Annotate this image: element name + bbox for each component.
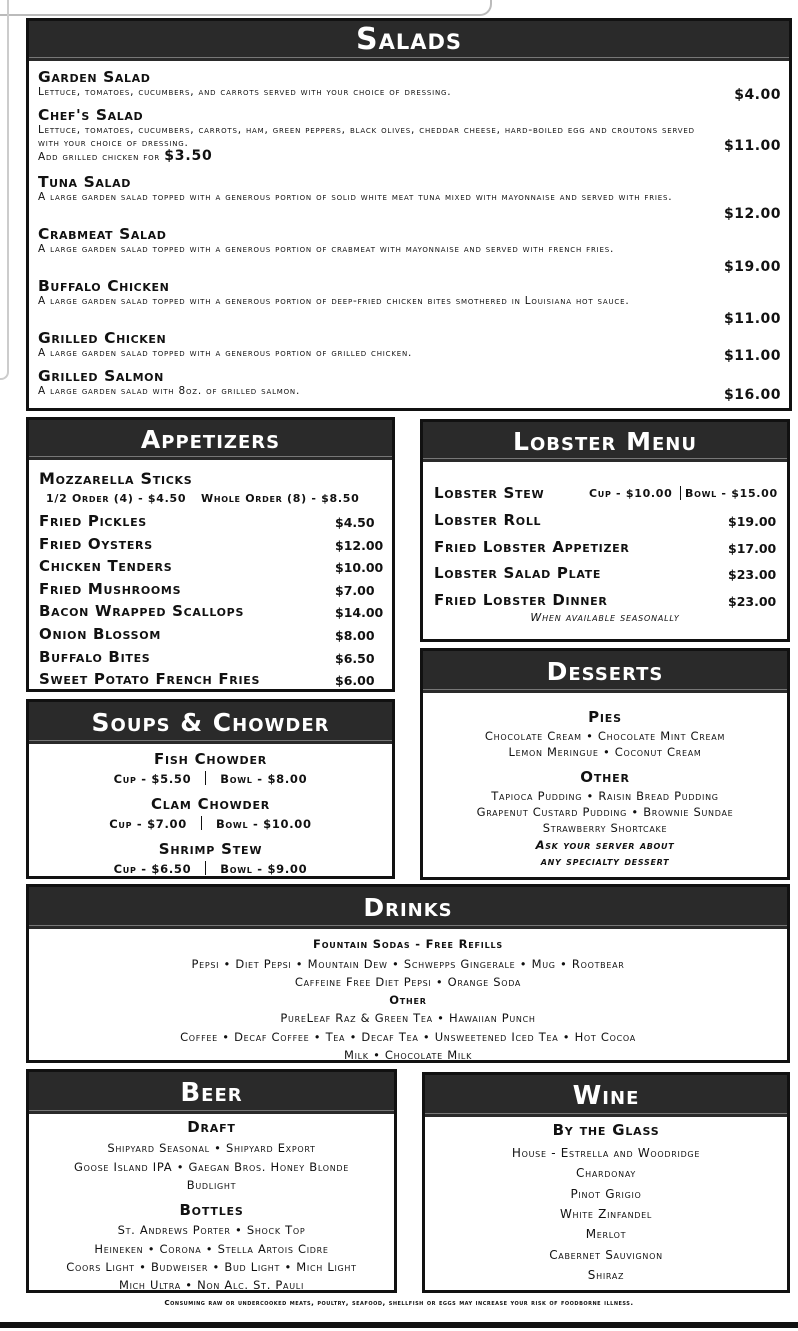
salad-addon-label: Add grilled chicken for [38, 151, 161, 163]
drinks-line: Milk • Chocolate Milk [343, 1048, 473, 1062]
beer-section [26, 1069, 397, 1293]
salad-addon [38, 150, 710, 164]
wine-item: Chardonay [576, 1166, 636, 1181]
page-edge-left [0, 0, 9, 380]
lobster-price: $19.00 [728, 514, 777, 529]
beer-bottles-head: Bottles [179, 1201, 244, 1219]
lobster-price: $23.00 [728, 567, 777, 582]
salad-name: Tuna Salad [38, 173, 131, 191]
desserts-pies-head: Pies [588, 708, 622, 726]
appetizer-name: Buffalo Bites [39, 647, 151, 666]
salad-item [38, 106, 781, 172]
soup-price-row [29, 771, 392, 786]
drinks-title: Drinks [29, 887, 787, 929]
food-safety-notice: Consuming raw or undercooked meats, poultry, seafood, shellfish or eggs may increase your risk of foodborne illness. [164, 1298, 634, 1307]
lobster-name: Lobster Roll [434, 511, 542, 529]
salad-price: $11.00 [723, 138, 781, 154]
salad-name: Chef's Salad [38, 106, 144, 124]
lobster-name: Lobster Salad Plate [434, 564, 602, 582]
salads-title: Salads [29, 21, 789, 61]
appetizer-name: Chicken Tenders [39, 557, 173, 576]
lobster-name: Lobster Stew [434, 484, 545, 502]
salad-item [38, 329, 781, 367]
appetizers-section [26, 417, 395, 692]
salad-price: $4.00 [734, 87, 781, 103]
desserts-ask-line: Ask your server about [535, 838, 675, 852]
soup-cup-price: Cup - $6.50 [113, 862, 192, 876]
appetizer-price: $14.00 [335, 605, 384, 621]
desserts-other-line: Grapenut Custard Pudding • Brownie Sundae [476, 805, 734, 819]
salad-price: $16.00 [723, 387, 781, 403]
wine-title: Wine [425, 1075, 787, 1117]
wine-section [422, 1072, 790, 1293]
salad-desc: Lettuce, tomatoes, cucumbers, and carrots served with your choice of dressing. [38, 86, 452, 98]
appetizer-name: Fried Pickles [39, 512, 147, 530]
beer-line: Goose Island IPA • Gaegan Bros. Honey Blonde [74, 1160, 349, 1174]
soup-price-row [29, 861, 392, 876]
desserts-ask-line: any specialty dessert [540, 854, 670, 868]
appetizer-price: $12.00 [335, 537, 384, 553]
desserts-pies-line: Lemon Meringue • Coconut Cream [508, 745, 702, 759]
wine-item: Cabernet Sauvignon [549, 1247, 663, 1262]
salad-item [38, 173, 781, 225]
beer-line: Mich Ultra • Non Alc. St. Pauli [118, 1278, 305, 1292]
salad-name: Buffalo Chicken [38, 277, 170, 295]
desserts-other-line: Strawberry Shortcake [542, 821, 668, 835]
drinks-other-head: Other [389, 993, 427, 1007]
drinks-line: PureLeaf Raz & Green Tea • Hawaiian Punch [280, 1011, 536, 1025]
soup-bowl-price: Bowl - $9.00 [220, 862, 308, 876]
soup-name: Shrimp Stew [158, 840, 263, 858]
salad-item [38, 277, 781, 329]
desserts-title: Desserts [423, 651, 787, 693]
lobster-stew-cup: Cup - $10.00 [589, 487, 673, 500]
salad-item [38, 367, 781, 405]
soup-name: Clam Chowder [150, 795, 271, 813]
appetizer-price: $4.50 [335, 515, 375, 530]
price-divider [201, 816, 202, 830]
appetizer-price: $6.50 [335, 650, 375, 666]
soup-bowl-price: Bowl - $8.00 [220, 772, 308, 786]
wine-glass-head: By the Glass [552, 1121, 660, 1139]
drinks-line: Pepsi • Diet Pepsi • Mountain Dew • Schwepps Gingerale • Mug • Rootbear [191, 957, 625, 971]
soup-name: Fish Chowder [153, 750, 268, 768]
salad-desc: A large garden salad topped with a generous portion of deep-fried chicken bites smothered in Louisiana hot sauce. [38, 295, 630, 307]
lobster-name: Fried Lobster Appetizer [434, 537, 630, 556]
lobster-stew-bowl: Bowl - $15.00 [685, 487, 778, 500]
soups-section [26, 699, 395, 879]
salad-name: Crabmeat Salad [38, 225, 167, 243]
wine-item: Merlot [585, 1227, 627, 1242]
lobster-price: $23.00 [728, 593, 777, 609]
wine-item: Shiraz [587, 1267, 625, 1282]
appetizer-price: $7.00 [335, 582, 375, 598]
drinks-line: Coffee • Decaf Coffee • Tea • Decaf Tea • Unsweetened Iced Tea • Hot Cocoa [180, 1030, 636, 1044]
desserts-other-head: Other [580, 768, 630, 786]
appetizer-name: Onion Blossom [39, 625, 161, 643]
salad-price: $19.00 [723, 259, 781, 275]
appetizer-price: $10.00 [335, 560, 384, 576]
salad-desc: Lettuce, tomatoes, cucumbers, carrots, ham, green peppers, black olives, cheddar cheese, hard-boiled egg and croutons served with your choice of dressing. [38, 124, 695, 149]
appetizer-name: Fried Mushrooms [39, 579, 182, 598]
appetizer-price: $6.00 [335, 673, 375, 689]
appetizers-title: Appetizers [29, 420, 392, 460]
salad-name: Grilled Salmon [38, 367, 164, 385]
soup-cup-price: Cup - $7.00 [109, 817, 187, 831]
beer-title: Beer [29, 1072, 394, 1114]
lobster-section [420, 419, 790, 642]
bottom-rule [0, 1322, 798, 1328]
soup-cup-price: Cup - $5.50 [113, 772, 192, 786]
salad-name: Grilled Chicken [38, 329, 167, 347]
lobster-price: $17.00 [728, 540, 777, 556]
beer-line: Heineken • Corona • Stella Artois Cidre [94, 1242, 329, 1256]
salads-section [26, 18, 792, 411]
desserts-pies-line: Chocolate Cream • Chocolate Mint Cream [484, 729, 726, 743]
salad-desc: A large garden salad topped with a generous portion of crabmeat with mayonnaise and served with french fries. [38, 243, 615, 255]
salad-price: $11.00 [723, 311, 781, 327]
beer-draft-head: Draft [187, 1118, 236, 1136]
appetizer-price: $8.00 [335, 628, 375, 643]
salad-price: $12.00 [723, 206, 781, 222]
salad-desc: A large garden salad with 8oz. of grilled salmon. [38, 385, 301, 397]
lobster-name: Fried Lobster Dinner [434, 590, 608, 609]
salad-item [38, 68, 781, 106]
salad-desc: A large garden salad topped with a generous portion of solid white meat tuna mixed with mayonnaise and served with fries. [38, 191, 673, 203]
salad-desc: A large garden salad topped with a generous portion of grilled chicken. [38, 347, 413, 359]
lobster-note: When available seasonally [530, 611, 680, 624]
price-divider [205, 771, 206, 785]
salad-addon-price: $3.50 [164, 148, 213, 164]
soups-title: Soups & Chowder [29, 702, 392, 744]
appetizer-name: Fried Oysters [39, 534, 153, 553]
desserts-other-line: Tapioca Pudding • Raisin Bread Pudding [491, 789, 719, 803]
drinks-section [26, 884, 790, 1063]
price-divider [680, 486, 681, 500]
salad-name: Garden Salad [38, 68, 151, 86]
page-edge-curve [0, 0, 492, 16]
wine-item: White Zinfandel [559, 1206, 653, 1221]
wine-item: Pinot Grigio [570, 1186, 642, 1201]
beer-line: Shipyard Seasonal • Shipyard Export [107, 1141, 316, 1155]
salad-price: $11.00 [723, 348, 781, 364]
salad-item [38, 225, 781, 277]
appetizer-name: Sweet Potato French Fries [39, 670, 261, 689]
desserts-section [420, 648, 790, 880]
mozz-half-price: 1/2 Order (4) - $4.50 [46, 492, 187, 505]
appetizer-name: Bacon Wrapped Scallops [39, 602, 245, 621]
beer-line: St. Andrews Porter • Shock Top [117, 1223, 306, 1237]
wine-item: House - Estrella and Woodridge [511, 1146, 701, 1160]
appetizer-name: Mozzarella Sticks [39, 469, 193, 488]
beer-line: Coors Light • Budweiser • Bud Light • Mich Light [66, 1260, 357, 1274]
soup-bowl-price: Bowl - $10.00 [215, 817, 312, 831]
beer-line: Budlight [186, 1178, 237, 1192]
lobster-title: Lobster Menu [423, 422, 787, 462]
soup-price-row [29, 816, 392, 831]
drinks-line: Caffeine Free Diet Pepsi • Orange Soda [294, 975, 522, 989]
mozz-whole-price: Whole Order (8) - $8.50 [201, 492, 360, 505]
drinks-fountain-head: Fountain Sodas - Free Refills [313, 937, 503, 951]
price-divider [205, 861, 206, 875]
